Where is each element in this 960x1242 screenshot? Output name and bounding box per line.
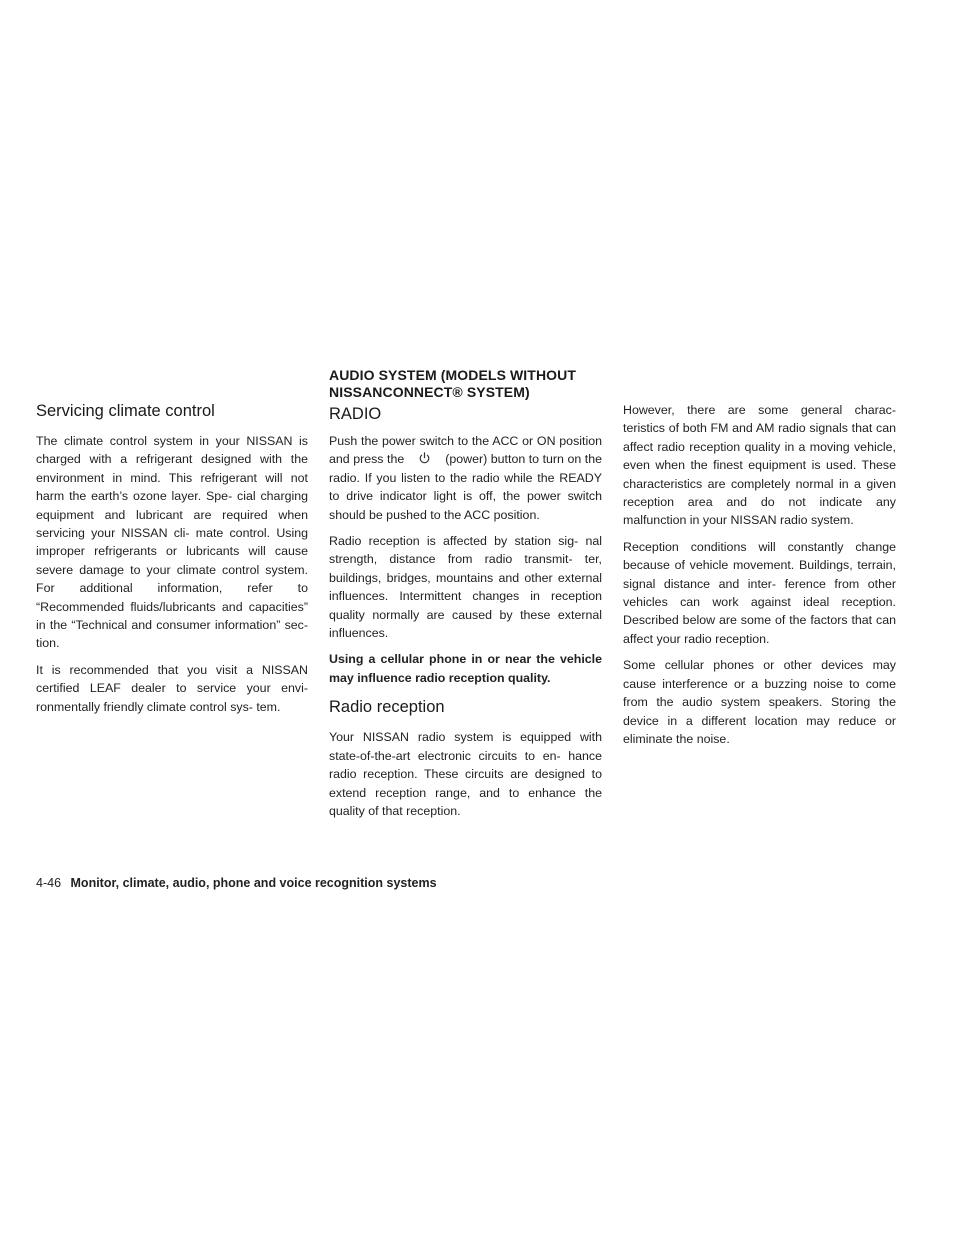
page-footer [36, 876, 437, 890]
column-left [36, 401, 308, 724]
radio-paragraph-1 [329, 432, 602, 524]
signal-characteristics-paragraph: However, there are some general charac- teristics of both FM and AM radio signals that can affect radio reception quality in a moving vehicle, even when the finest equipment is used. These characteristics are completely normal in a given reception area and do not indicate any malfunction in your NISSAN radio system. [623, 403, 896, 528]
servicing-climate-heading: Servicing climate control [36, 402, 215, 420]
reception-conditions-paragraph: Reception conditions will constantly change because of vehicle movement. Buildings, terrain, signal distance and inter- ference from other vehicles can work against ideal reception. Described below are some of the factors that can affect your radio reception. [623, 539, 896, 646]
page-number: 4-46 [36, 876, 62, 890]
radio-paragraph-2: Radio reception is affected by station sig- nal strength, distance from radio transmit- ter, buildings, bridges, mountains and other external influences. Intermittent changes in reception quality normally are caused by these external influences. [329, 534, 602, 641]
radio-p1-after-icon: (power) button to turn on the radio. If you listen to the radio while the READY to drive indicator light is off, the power switch should be pushed to the ACC position. [329, 452, 602, 522]
audio-section-title [329, 367, 602, 401]
radio-p1-before-icon: Push the power switch to the ACC or ON position and press the [329, 434, 602, 467]
radio-heading: RADIO [329, 405, 382, 423]
column-middle [329, 367, 602, 828]
cellular-interference-paragraph: Some cellular phones or other devices may cause interference or a buzzing noise to come from the audio system speakers. Storing the device in a different location may reduce or eliminate the noise. [623, 658, 896, 746]
climate-paragraph-1: The climate control system in your NISSAN is charged with a refrigerant designed with the environment in mind. This refrigerant will not harm the earth’s ozone layer. Spe- cial charging equipment and lubricant are required when servicing your NISSAN cli- mate control. Using improper refrigerants or lubricants will cause severe damage to your climate control system. For additional information, refer to “Recommended fluids/lubricants and capacities” in the “Technical and consumer information” sec- tion. [36, 434, 308, 651]
power-icon [418, 452, 431, 464]
radio-reception-heading: Radio reception [329, 698, 445, 717]
radio-reception-paragraph: Your NISSAN radio system is equipped with state-of-the-art electronic circuits to en- hance radio reception. These circuits are designed to extend reception range, and to enhance the quality of that reception. [329, 730, 602, 818]
column-right [623, 401, 896, 756]
chapter-title: Monitor, climate, audio, phone and voice recognition systems [70, 876, 437, 890]
cellular-warning: Using a cellular phone in or near the vehicle may influence radio reception quality. [329, 652, 602, 685]
audio-section-title-line2: NISSANCONNECT® SYSTEM) [329, 384, 530, 400]
climate-paragraph-2: It is recommended that you visit a NISSAN certified LEAF dealer to service your envi- ronmentally friendly climate control sys- tem. [36, 662, 308, 714]
audio-section-title-line1: AUDIO SYSTEM (MODELS WITHOUT [329, 367, 577, 383]
